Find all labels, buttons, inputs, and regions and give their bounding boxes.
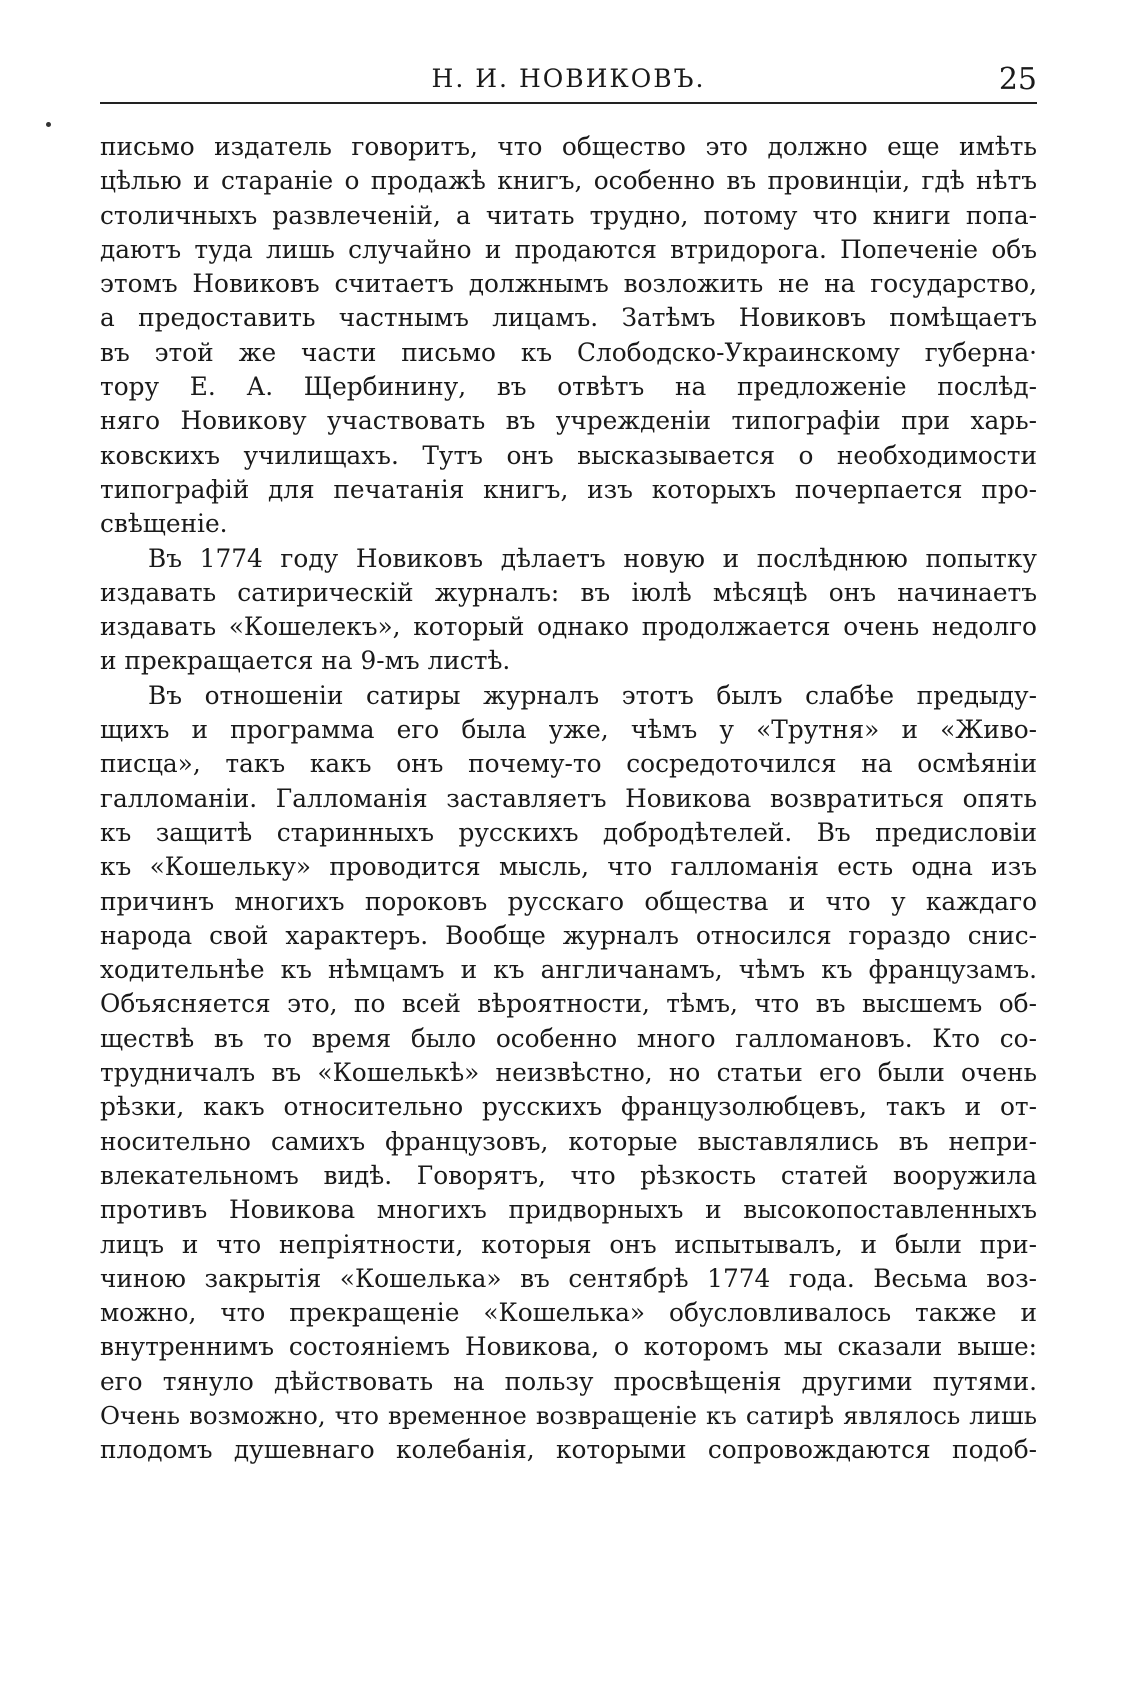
text-line: тору Е. А. Щербинину, въ отвѣтъ на предложеніе послѣд-	[100, 372, 1037, 402]
text-line: даютъ туда лишь случайно и продаются втридорога. Попеченіе объ	[100, 234, 1037, 264]
body-text	[100, 130, 1037, 1468]
text-line: носительно самихъ французовъ, которые выставлялись въ непри-	[100, 1126, 1037, 1156]
text-line: этомъ Новиковъ считаетъ должнымъ возложить не на государство,	[100, 269, 1037, 299]
text-line: плодомъ душевнаго колебанія, которыми сопровождаются подоб-	[100, 1435, 1037, 1465]
text-line: внутреннимъ состояніемъ Новикова, о которомъ мы сказали выше:	[100, 1332, 1037, 1362]
text-line: въ этой же части письмо къ Слободско-Украинскому губерна·	[100, 337, 1037, 367]
text-line: трудничалъ въ «Кошелькѣ» неизвѣстно, но статьи его были очень	[100, 1058, 1037, 1088]
page-number: 25	[998, 62, 1037, 97]
text-line: можно, что прекращеніе «Кошелька» обусловливалось также и	[100, 1298, 1037, 1328]
text-line: ковскихъ училищахъ. Тутъ онъ высказывается о необходимости	[100, 440, 1037, 470]
text-line: Въ 1774 году Новиковъ дѣлаетъ новую и послѣднюю попытку	[148, 543, 1037, 573]
text-line: писца», такъ какъ онъ почему-то сосредоточился на осмѣяніи	[100, 749, 1037, 779]
text-line: къ защитѣ старинныхъ русскихъ добродѣтелей. Въ предисловіи	[100, 817, 1037, 847]
text-line: ходительнѣе къ нѣмцамъ и къ англичанамъ, чѣмъ къ французамъ.	[100, 955, 1037, 985]
running-header	[100, 60, 1037, 104]
text-line: его тянуло дѣйствовать на пользу просвѣщенія другими путями.	[100, 1366, 1037, 1396]
text-line: издавать «Кошелекъ», который однако продолжается очень недолго	[100, 612, 1037, 642]
text-line: противъ Новикова многихъ придворныхъ и высокопоставленныхъ	[100, 1195, 1037, 1225]
text-line: свѣщеніе.	[100, 509, 228, 539]
text-line: влекательномъ видѣ. Говорятъ, что рѣзкость статей вооружила	[100, 1160, 1037, 1190]
text-line: столичныхъ развлеченій, а читать трудно, потому что книги попа-	[100, 200, 1037, 230]
text-line: Въ отношеніи сатиры журналъ этотъ былъ слабѣе предыду-	[148, 680, 1037, 710]
text-line: ществѣ въ то время было особенно много галломановъ. Кто со-	[100, 1023, 1037, 1053]
text-line: чиною закрытія «Кошелька» въ сентябрѣ 1774 года. Весьма воз-	[100, 1263, 1037, 1293]
text-line: письмо издатель говоритъ, что общество это должно еще имѣть	[100, 132, 1037, 161]
text-line: издавать сатирическій журналъ: въ іюлѣ мѣсяцѣ онъ начинаетъ	[100, 577, 1037, 607]
text-line: а предоставить частнымъ лицамъ. Затѣмъ Новиковъ помѣщаетъ	[100, 303, 1037, 333]
text-line: къ «Кошельку» проводится мысль, что галломанія есть одна изъ	[100, 852, 1037, 882]
text-line: цѣлью и стараніе о продажѣ книгъ, особенно въ провинціи, гдѣ нѣтъ	[100, 166, 1037, 196]
text-line: Объясняется это, по всей вѣроятности, тѣмъ, что въ высшемъ об-	[100, 989, 1037, 1019]
text-line: галломаніи. Галломанія заставляетъ Новикова возвратиться опять	[100, 783, 1037, 813]
print-speck	[46, 122, 51, 127]
text-line: народа свой характеръ. Вообще журналъ относился гораздо снис-	[100, 920, 1037, 950]
text-line: Очень возможно, что временное возвращеніе къ сатирѣ являлось лишь	[100, 1400, 1037, 1430]
text-line: причинъ многихъ пороковъ русскаго общества и что у каждаго	[100, 886, 1037, 916]
text-line: рѣзки, какъ относительно русскихъ французолюбцевъ, такъ и от-	[100, 1092, 1037, 1122]
text-line: щихъ и программа его была уже, чѣмъ у «Трутня» и «Живо-	[100, 715, 1037, 745]
text-line: типографій для печатанія книгъ, изъ которыхъ почерпается про-	[100, 474, 1037, 504]
text-line: лицъ и что непріятности, которыя онъ испытывалъ, и были при-	[100, 1229, 1037, 1259]
running-title: Н. И. НОВИКОВЪ.	[431, 64, 706, 93]
text-line: няго Новикову участвовать въ учрежденіи типографіи при харь-	[100, 406, 1037, 436]
text-line: и прекращается на 9-мъ листѣ.	[100, 646, 511, 676]
